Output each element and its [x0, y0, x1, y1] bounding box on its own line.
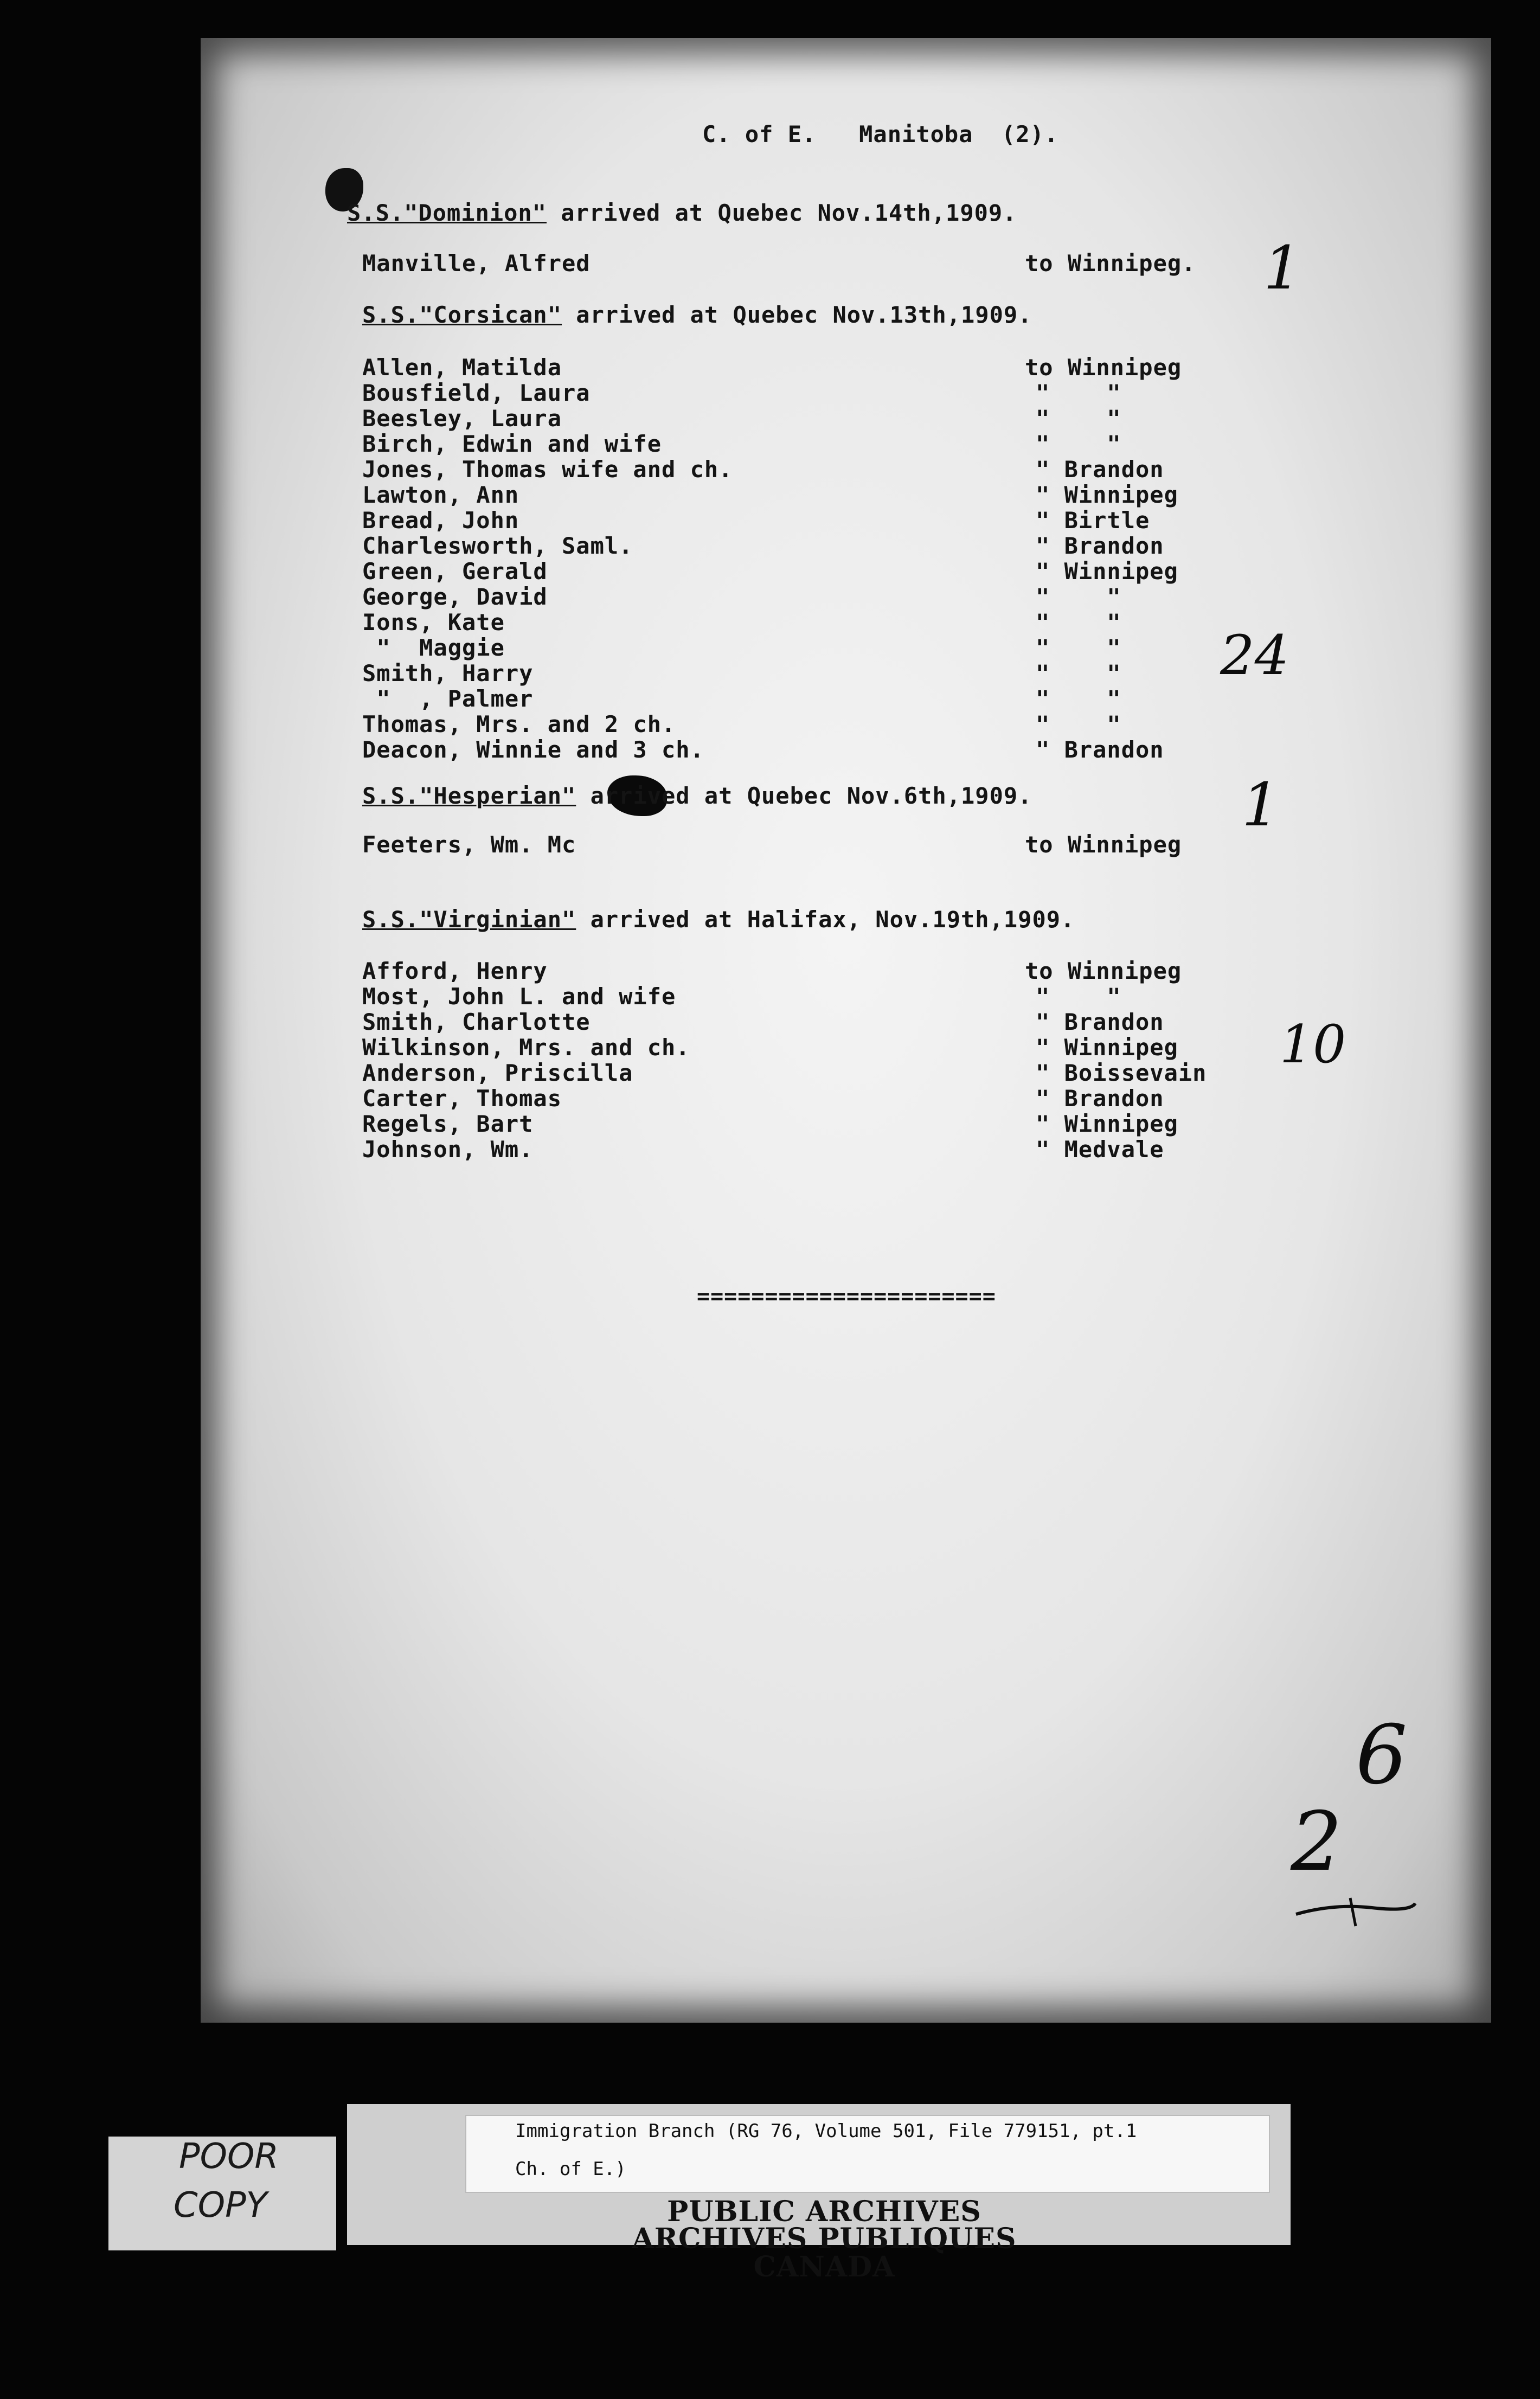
passenger-name: Lawton, Ann — [362, 482, 519, 508]
passenger-name: Smith, Charlotte — [362, 1009, 591, 1035]
passenger-destination: " " — [1036, 380, 1121, 406]
passenger-destination: " Brandon — [1036, 533, 1164, 559]
passenger-name: Thomas, Mrs. and 2 ch. — [362, 711, 676, 737]
passenger-name: Feeters, Wm. Mc — [362, 831, 576, 858]
passenger-destination: " " — [1036, 609, 1121, 636]
passenger-destination: " Winnipeg — [1036, 1111, 1178, 1137]
passenger-destination: " Brandon — [1036, 736, 1164, 763]
passenger-destination: to Winnipeg — [1025, 831, 1182, 858]
passenger-name: Carter, Thomas — [362, 1085, 562, 1112]
page-header: C. of E. Manitoba (2). — [702, 121, 1059, 147]
archives-stamp-line1: PUBLIC ARCHIVES — [667, 2195, 981, 2228]
passenger-name: Beesley, Laura — [362, 405, 562, 432]
passenger-name: Johnson, Wm. — [362, 1136, 534, 1163]
archives-stamp-line3: CANADA — [753, 2250, 895, 2283]
ship-name: S.S."Virginian" — [362, 906, 576, 933]
tally-virginian: 10 — [1280, 1014, 1346, 1075]
underline-stroke — [1291, 1887, 1421, 1930]
passenger-name: Bousfield, Laura — [362, 380, 591, 406]
section-title-dominion — [347, 201, 1017, 226]
passenger-destination: " Birtle — [1036, 507, 1150, 534]
passenger-destination: " " — [1036, 983, 1121, 1010]
total-annotation-bottom: 2 — [1291, 1795, 1343, 1889]
arrival-text: arrived at Quebec Nov.14th,1909. — [547, 200, 1017, 226]
tally-corsican: 24 — [1220, 624, 1289, 687]
arrival-text: arrived at Quebec Nov.13th,1909. — [562, 302, 1032, 328]
passenger-name: Afford, Henry — [362, 958, 548, 984]
passenger-destination: " " — [1036, 660, 1121, 687]
passenger-destination: " Brandon — [1036, 1009, 1164, 1035]
section-title-virginian — [362, 907, 1075, 932]
passenger-destination: " Brandon — [1036, 1085, 1164, 1112]
passenger-name: Smith, Harry — [362, 660, 534, 687]
archives-stamp-line2: ARCHIVES PUBLIQUES — [632, 2222, 1017, 2255]
archive-reference-line2: Ch. of E.) — [515, 2158, 626, 2180]
passenger-destination: to Winnipeg — [1025, 958, 1182, 984]
passenger-destination: " " — [1036, 634, 1121, 661]
passenger-name: Birch, Edwin and wife — [362, 431, 662, 457]
passenger-destination: " Winnipeg — [1036, 482, 1178, 508]
passenger-name: Most, John L. and wife — [362, 983, 676, 1010]
passenger-name: Green, Gerald — [362, 558, 548, 585]
passenger-destination: " " — [1036, 583, 1121, 610]
poor-copy-line2: COPY — [174, 2185, 267, 2225]
passenger-destination: " Brandon — [1036, 456, 1164, 483]
passenger-name: George, David — [362, 583, 548, 610]
section-title-corsican — [362, 303, 1032, 328]
section-title-hesperian — [362, 784, 1032, 809]
passenger-destination: " Boissevain — [1036, 1060, 1207, 1086]
passenger-destination: " Winnipeg — [1036, 1034, 1178, 1061]
tally-dominion: 1 — [1263, 233, 1301, 303]
poor-copy-line1: POOR — [179, 2137, 279, 2177]
passenger-destination: " " — [1036, 431, 1121, 457]
passenger-destination: to Winnipeg — [1025, 354, 1182, 381]
passenger-destination: " Medvale — [1036, 1136, 1164, 1163]
passenger-name: " , Palmer — [362, 685, 534, 712]
passenger-name: Regels, Bart — [362, 1111, 534, 1137]
passenger-destination: " " — [1036, 711, 1121, 737]
passenger-name: Ions, Kate — [362, 609, 505, 636]
passenger-name: Anderson, Priscilla — [362, 1060, 633, 1086]
ship-name: S.S."Dominion" — [347, 200, 547, 226]
archive-reference-line1: Immigration Branch (RG 76, Volume 501, File 779151, pt.1 — [515, 2120, 1137, 2142]
ship-name: S.S."Corsican" — [362, 302, 562, 328]
passenger-name: Jones, Thomas wife and ch. — [362, 456, 733, 483]
passenger-destination: " Winnipeg — [1036, 558, 1178, 585]
passenger-name: Deacon, Winnie and 3 ch. — [362, 736, 704, 763]
total-annotation-top: 6 — [1356, 1708, 1408, 1803]
passenger-destination: " " — [1036, 685, 1121, 712]
passenger-name: Wilkinson, Mrs. and ch. — [362, 1034, 690, 1061]
passenger-destination: to Winnipeg. — [1025, 250, 1196, 277]
passenger-name: Charlesworth, Saml. — [362, 533, 633, 559]
passenger-name: Bread, John — [362, 507, 519, 534]
passenger-name: " Maggie — [362, 634, 505, 661]
tally-hesperian: 1 — [1242, 770, 1280, 839]
arrival-text: arrived at Halifax, Nov.19th,1909. — [576, 906, 1075, 933]
arrival-text: arrived at Quebec Nov.6th,1909. — [576, 782, 1032, 809]
ship-name: S.S."Hesperian" — [362, 782, 576, 809]
passenger-destination: " " — [1036, 405, 1121, 432]
passenger-name: Allen, Matilda — [362, 354, 562, 381]
passenger-name: Manville, Alfred — [362, 250, 591, 277]
end-rule: ====================== — [697, 1284, 996, 1309]
